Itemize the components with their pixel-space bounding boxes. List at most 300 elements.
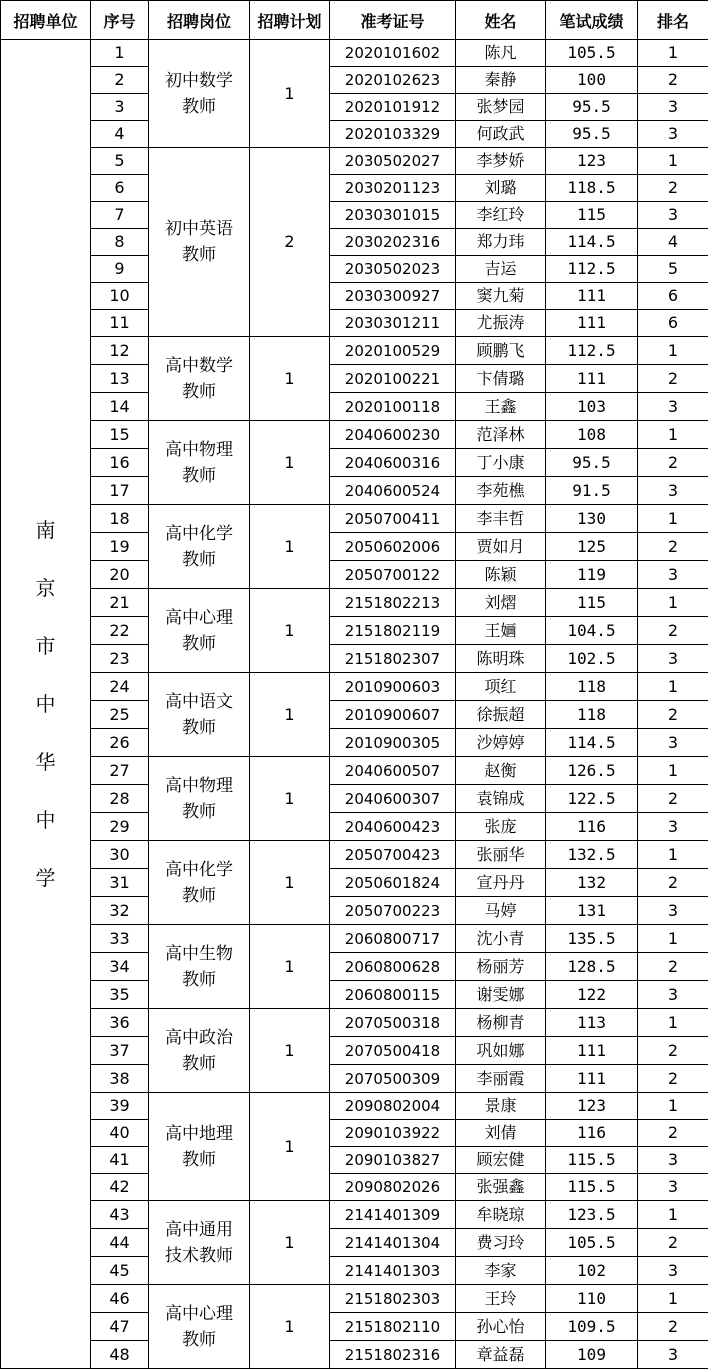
table-row: [1, 897, 708, 925]
rank-cell: 2: [638, 175, 708, 202]
exam-id-cell: 2151802316: [330, 1341, 456, 1369]
candidate-name-cell: 徐振超: [456, 701, 546, 729]
candidate-name-cell: 丁小康: [456, 449, 546, 477]
post-cell: [149, 337, 250, 421]
score-cell: 111: [546, 283, 638, 310]
rank-cell: 2: [638, 449, 708, 477]
candidate-name-cell: 李家: [456, 1257, 546, 1285]
header-score: 笔试成绩: [546, 1, 638, 40]
rank-cell: 2: [638, 533, 708, 561]
table-row: [1, 121, 708, 148]
score-cell: 91.5: [546, 477, 638, 505]
rank-cell: 1: [638, 337, 708, 365]
exam-id-cell: 2151802110: [330, 1313, 456, 1341]
candidate-name-cell: 顾鹏飞: [456, 337, 546, 365]
candidate-name-cell: 沈小青: [456, 925, 546, 953]
table-row: [1, 1174, 708, 1201]
exam-id-cell: 2050700411: [330, 505, 456, 533]
post-line: 高中地理: [149, 1121, 249, 1147]
header-row: [1, 1, 708, 40]
post-line: 教师: [149, 1051, 249, 1077]
exam-id-cell: 2030300927: [330, 283, 456, 310]
table-row: [1, 40, 708, 67]
table-row: [1, 1093, 708, 1120]
recruiting-unit-cell: [1, 40, 91, 1369]
post-cell: [149, 40, 250, 148]
rank-cell: 6: [638, 283, 708, 310]
rank-cell: 2: [638, 785, 708, 813]
index-cell: 14: [91, 393, 149, 421]
rank-cell: 2: [638, 617, 708, 645]
index-cell: 37: [91, 1037, 149, 1065]
post-line: 高中心理: [149, 605, 249, 631]
table-row: [1, 813, 708, 841]
exam-id-cell: 2141401309: [330, 1201, 456, 1229]
score-cell: 135.5: [546, 925, 638, 953]
exam-id-cell: 2030502027: [330, 148, 456, 175]
table-row: [1, 701, 708, 729]
table-row: [1, 1065, 708, 1093]
exam-id-cell: 2040600524: [330, 477, 456, 505]
rank-cell: 1: [638, 40, 708, 67]
table-row: [1, 1229, 708, 1257]
table-row: [1, 561, 708, 589]
plan-cell: 2: [250, 148, 330, 337]
post-line: 教师: [149, 242, 249, 268]
index-cell: 12: [91, 337, 149, 365]
score-cell: 102: [546, 1257, 638, 1285]
post-line: 教师: [149, 715, 249, 741]
rank-cell: 3: [638, 1174, 708, 1201]
rank-cell: 1: [638, 148, 708, 175]
exam-id-cell: 2030202316: [330, 229, 456, 256]
candidate-name-cell: 吉运: [456, 256, 546, 283]
candidate-name-cell: 范泽林: [456, 421, 546, 449]
table-row: [1, 229, 708, 256]
exam-id-cell: 2030301211: [330, 310, 456, 337]
index-cell: 13: [91, 365, 149, 393]
exam-id-cell: 2090802004: [330, 1093, 456, 1120]
table-row: [1, 869, 708, 897]
index-cell: 39: [91, 1093, 149, 1120]
header-post: 招聘岗位: [149, 1, 250, 40]
score-cell: 119: [546, 561, 638, 589]
rank-cell: 2: [638, 1120, 708, 1147]
post-line: 高中通用: [149, 1217, 249, 1243]
table-row: [1, 449, 708, 477]
index-cell: 31: [91, 869, 149, 897]
table-row: [1, 421, 708, 449]
rank-cell: 3: [638, 202, 708, 229]
plan-cell: 1: [250, 1009, 330, 1093]
index-cell: 25: [91, 701, 149, 729]
index-cell: 16: [91, 449, 149, 477]
score-cell: 126.5: [546, 757, 638, 785]
index-cell: 11: [91, 310, 149, 337]
candidate-name-cell: 贾如月: [456, 533, 546, 561]
candidate-name-cell: 卞倩璐: [456, 365, 546, 393]
candidate-name-cell: 袁锦成: [456, 785, 546, 813]
table-row: [1, 175, 708, 202]
score-cell: 118: [546, 701, 638, 729]
candidate-name-cell: 何政武: [456, 121, 546, 148]
table-row: [1, 1009, 708, 1037]
candidate-name-cell: 尤振涛: [456, 310, 546, 337]
exam-id-cell: 2050602006: [330, 533, 456, 561]
rank-cell: 3: [638, 393, 708, 421]
table-row: [1, 310, 708, 337]
post-line: 教师: [149, 1327, 249, 1353]
rank-cell: 3: [638, 94, 708, 121]
table-row: [1, 673, 708, 701]
exam-id-cell: 2050700122: [330, 561, 456, 589]
exam-id-cell: 2020103329: [330, 121, 456, 148]
candidate-name-cell: 张庞: [456, 813, 546, 841]
index-cell: 8: [91, 229, 149, 256]
post-line: 高中化学: [149, 857, 249, 883]
recruiting-unit-char: 京: [1, 559, 90, 617]
score-cell: 118: [546, 673, 638, 701]
rank-cell: 2: [638, 701, 708, 729]
table-row: [1, 337, 708, 365]
rank-cell: 3: [638, 1147, 708, 1174]
post-line: 高中语文: [149, 689, 249, 715]
header-rank: 排名: [638, 1, 708, 40]
exam-id-cell: 2060800628: [330, 953, 456, 981]
plan-cell: 1: [250, 505, 330, 589]
post-line: 教师: [149, 799, 249, 825]
score-cell: 123: [546, 148, 638, 175]
exam-id-cell: 2030301015: [330, 202, 456, 229]
table-row: [1, 1120, 708, 1147]
post-cell: [149, 505, 250, 589]
exam-id-cell: 2151802213: [330, 589, 456, 617]
post-cell: [149, 421, 250, 505]
plan-cell: 1: [250, 40, 330, 148]
candidate-name-cell: 王鑫: [456, 393, 546, 421]
recruiting-unit-char: 学: [1, 849, 90, 907]
index-cell: 42: [91, 1174, 149, 1201]
table-row: [1, 981, 708, 1009]
table-row: [1, 256, 708, 283]
rank-cell: 3: [638, 121, 708, 148]
post-cell: [149, 1201, 250, 1285]
rank-cell: 1: [638, 1093, 708, 1120]
table-row: [1, 925, 708, 953]
rank-cell: 1: [638, 1201, 708, 1229]
plan-cell: 1: [250, 757, 330, 841]
post-line: 教师: [149, 547, 249, 573]
post-cell: [149, 925, 250, 1009]
rank-cell: 2: [638, 1313, 708, 1341]
candidate-name-cell: 孙心怡: [456, 1313, 546, 1341]
score-cell: 111: [546, 310, 638, 337]
score-cell: 111: [546, 1037, 638, 1065]
index-cell: 21: [91, 589, 149, 617]
score-cell: 114.5: [546, 229, 638, 256]
index-cell: 6: [91, 175, 149, 202]
recruiting-unit-char: 市: [1, 617, 90, 675]
score-cell: 116: [546, 813, 638, 841]
candidate-name-cell: 沙婷婷: [456, 729, 546, 757]
candidate-name-cell: 郑力玮: [456, 229, 546, 256]
index-cell: 7: [91, 202, 149, 229]
post-cell: [149, 757, 250, 841]
exam-id-cell: 2020100118: [330, 393, 456, 421]
exam-id-cell: 2060800717: [330, 925, 456, 953]
plan-cell: 1: [250, 337, 330, 421]
exam-id-cell: 2070500318: [330, 1009, 456, 1037]
exam-id-cell: 2040600507: [330, 757, 456, 785]
score-cell: 110: [546, 1285, 638, 1313]
table-row: [1, 1285, 708, 1313]
index-cell: 43: [91, 1201, 149, 1229]
score-cell: 95.5: [546, 94, 638, 121]
header-name: 姓名: [456, 1, 546, 40]
score-cell: 100: [546, 67, 638, 94]
rank-cell: 3: [638, 1257, 708, 1285]
index-cell: 28: [91, 785, 149, 813]
post-cell: [149, 841, 250, 925]
post-line: 技术教师: [149, 1243, 249, 1269]
index-cell: 20: [91, 561, 149, 589]
table-row: [1, 505, 708, 533]
table-body: [1, 40, 708, 1369]
rank-cell: 1: [638, 505, 708, 533]
index-cell: 3: [91, 94, 149, 121]
candidate-name-cell: 李苑樵: [456, 477, 546, 505]
score-cell: 122: [546, 981, 638, 1009]
post-line: 高中生物: [149, 941, 249, 967]
candidate-name-cell: 宣丹丹: [456, 869, 546, 897]
table-row: [1, 148, 708, 175]
score-cell: 115.5: [546, 1174, 638, 1201]
candidate-name-cell: 李丰哲: [456, 505, 546, 533]
score-cell: 111: [546, 365, 638, 393]
index-cell: 34: [91, 953, 149, 981]
candidate-name-cell: 巩如娜: [456, 1037, 546, 1065]
recruiting-unit-char: 南: [1, 501, 90, 559]
table-row: [1, 617, 708, 645]
index-cell: 44: [91, 1229, 149, 1257]
post-cell: [149, 1009, 250, 1093]
candidate-name-cell: 王玲: [456, 1285, 546, 1313]
plan-cell: 1: [250, 589, 330, 673]
candidate-name-cell: 赵衡: [456, 757, 546, 785]
score-cell: 104.5: [546, 617, 638, 645]
table-row: [1, 1147, 708, 1174]
exam-id-cell: 2050700223: [330, 897, 456, 925]
index-cell: 41: [91, 1147, 149, 1174]
exam-id-cell: 2090103922: [330, 1120, 456, 1147]
table-row: [1, 841, 708, 869]
exam-id-cell: 2040600307: [330, 785, 456, 813]
rank-cell: 2: [638, 1065, 708, 1093]
post-line: 初中数学: [149, 68, 249, 94]
post-line: 教师: [149, 967, 249, 993]
score-cell: 105.5: [546, 40, 638, 67]
candidate-name-cell: 刘璐: [456, 175, 546, 202]
exam-id-cell: 2010900603: [330, 673, 456, 701]
rank-cell: 5: [638, 256, 708, 283]
index-cell: 29: [91, 813, 149, 841]
post-cell: [149, 148, 250, 337]
table-row: [1, 393, 708, 421]
post-line: 高中物理: [149, 773, 249, 799]
score-cell: 115: [546, 589, 638, 617]
score-cell: 105.5: [546, 1229, 638, 1257]
exam-id-cell: 2141401304: [330, 1229, 456, 1257]
index-cell: 18: [91, 505, 149, 533]
header-exam-id: 准考证号: [330, 1, 456, 40]
score-cell: 131: [546, 897, 638, 925]
post-line: 教师: [149, 631, 249, 657]
exam-id-cell: 2020100221: [330, 365, 456, 393]
rank-cell: 1: [638, 421, 708, 449]
table-row: [1, 365, 708, 393]
rank-cell: 3: [638, 645, 708, 673]
exam-id-cell: 2020101602: [330, 40, 456, 67]
score-cell: 111: [546, 1065, 638, 1093]
index-cell: 32: [91, 897, 149, 925]
index-cell: 15: [91, 421, 149, 449]
candidate-name-cell: 窦九菊: [456, 283, 546, 310]
table-row: [1, 1201, 708, 1229]
rank-cell: 1: [638, 757, 708, 785]
exam-id-cell: 2040600316: [330, 449, 456, 477]
score-cell: 115: [546, 202, 638, 229]
candidate-name-cell: 牟晓琼: [456, 1201, 546, 1229]
rank-cell: 2: [638, 1037, 708, 1065]
index-cell: 24: [91, 673, 149, 701]
rank-cell: 4: [638, 229, 708, 256]
candidate-name-cell: 顾宏健: [456, 1147, 546, 1174]
exam-id-cell: 2030502023: [330, 256, 456, 283]
rank-cell: 3: [638, 813, 708, 841]
rank-cell: 1: [638, 1009, 708, 1037]
index-cell: 1: [91, 40, 149, 67]
score-cell: 132.5: [546, 841, 638, 869]
exam-id-cell: 2040600230: [330, 421, 456, 449]
table-row: [1, 645, 708, 673]
table-row: [1, 729, 708, 757]
index-cell: 35: [91, 981, 149, 1009]
score-cell: 102.5: [546, 645, 638, 673]
table-row: [1, 533, 708, 561]
recruiting-unit-char: 华: [1, 733, 90, 791]
score-cell: 123.5: [546, 1201, 638, 1229]
table-row: [1, 202, 708, 229]
index-cell: 26: [91, 729, 149, 757]
index-cell: 22: [91, 617, 149, 645]
candidate-name-cell: 刘熠: [456, 589, 546, 617]
rank-cell: 3: [638, 981, 708, 1009]
rank-cell: 2: [638, 1229, 708, 1257]
score-cell: 132: [546, 869, 638, 897]
post-line: 教师: [149, 463, 249, 489]
score-cell: 123: [546, 1093, 638, 1120]
rank-cell: 2: [638, 365, 708, 393]
candidate-name-cell: 景康: [456, 1093, 546, 1120]
index-cell: 2: [91, 67, 149, 94]
exam-id-cell: 2151802307: [330, 645, 456, 673]
rank-cell: 3: [638, 477, 708, 505]
index-cell: 10: [91, 283, 149, 310]
index-cell: 48: [91, 1341, 149, 1369]
exam-id-cell: 2070500418: [330, 1037, 456, 1065]
recruiting-unit-char: 中: [1, 791, 90, 849]
exam-id-cell: 2070500309: [330, 1065, 456, 1093]
exam-id-cell: 2020100529: [330, 337, 456, 365]
index-cell: 30: [91, 841, 149, 869]
candidate-name-cell: 张梦园: [456, 94, 546, 121]
index-cell: 47: [91, 1313, 149, 1341]
post-line: 高中政治: [149, 1025, 249, 1051]
table-row: [1, 67, 708, 94]
score-cell: 108: [546, 421, 638, 449]
index-cell: 9: [91, 256, 149, 283]
score-cell: 130: [546, 505, 638, 533]
post-cell: [149, 673, 250, 757]
score-cell: 109.5: [546, 1313, 638, 1341]
rank-cell: 1: [638, 841, 708, 869]
rank-cell: 1: [638, 1285, 708, 1313]
index-cell: 4: [91, 121, 149, 148]
header-plan: 招聘计划: [250, 1, 330, 40]
header-index: 序号: [91, 1, 149, 40]
exam-id-cell: 2020101912: [330, 94, 456, 121]
post-line: 教师: [149, 94, 249, 120]
score-cell: 103: [546, 393, 638, 421]
candidate-name-cell: 李红玲: [456, 202, 546, 229]
candidate-name-cell: 谢雯娜: [456, 981, 546, 1009]
candidate-name-cell: 张强鑫: [456, 1174, 546, 1201]
index-cell: 23: [91, 645, 149, 673]
index-cell: 38: [91, 1065, 149, 1093]
plan-cell: 1: [250, 1201, 330, 1285]
index-cell: 40: [91, 1120, 149, 1147]
table-row: [1, 1313, 708, 1341]
candidate-name-cell: 费习玲: [456, 1229, 546, 1257]
exam-id-cell: 2151802303: [330, 1285, 456, 1313]
exam-id-cell: 2090802026: [330, 1174, 456, 1201]
table-row: [1, 785, 708, 813]
index-cell: 17: [91, 477, 149, 505]
score-cell: 109: [546, 1341, 638, 1369]
post-line: 教师: [149, 883, 249, 909]
exam-id-cell: 2020102623: [330, 67, 456, 94]
candidate-name-cell: 陈明珠: [456, 645, 546, 673]
post-line: 初中英语: [149, 216, 249, 242]
candidate-name-cell: 李丽霞: [456, 1065, 546, 1093]
rank-cell: 2: [638, 869, 708, 897]
rank-cell: 3: [638, 561, 708, 589]
plan-cell: 1: [250, 1285, 330, 1369]
score-cell: 95.5: [546, 449, 638, 477]
rank-cell: 3: [638, 897, 708, 925]
rank-cell: 1: [638, 673, 708, 701]
candidate-name-cell: 杨柳青: [456, 1009, 546, 1037]
candidate-name-cell: 陈凡: [456, 40, 546, 67]
index-cell: 46: [91, 1285, 149, 1313]
table-row: [1, 589, 708, 617]
exam-id-cell: 2010900607: [330, 701, 456, 729]
score-cell: 95.5: [546, 121, 638, 148]
post-cell: [149, 1093, 250, 1201]
score-cell: 116: [546, 1120, 638, 1147]
rank-cell: 1: [638, 589, 708, 617]
index-cell: 33: [91, 925, 149, 953]
